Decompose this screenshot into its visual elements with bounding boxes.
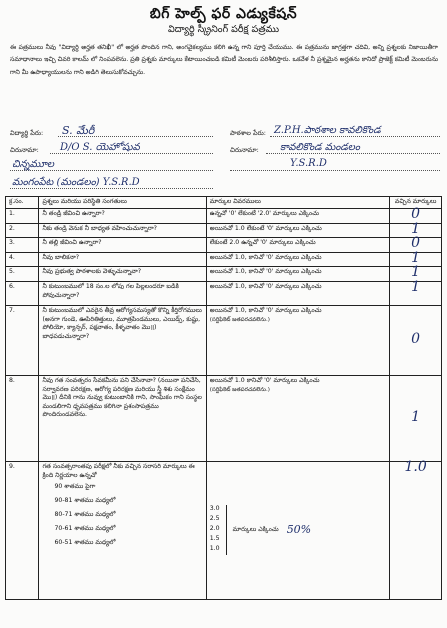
row-question: నీవు ప్రభుత్వ పాఠశాలకు వెళ్ళుచున్నావా? [39, 267, 206, 282]
row-no: 2. [6, 223, 39, 238]
table-row [6, 223, 442, 238]
row-no: 9. [6, 461, 39, 599]
row-question: నీకు తండ్రి వెనుక నీ బాధ్యత వహించుచున్నారా? [39, 223, 206, 238]
row-no: 6. [6, 281, 39, 305]
range-item: 90-81 శాతము మధ్యలో [54, 497, 116, 505]
table-row [6, 375, 442, 461]
address-label: చిరునామా: [10, 146, 39, 154]
range-item: 70-61 శాతము మధ్యలో [54, 525, 116, 533]
row-question: నీ తల్లి జీవించి ఉన్నారా? [39, 238, 206, 253]
school-name-label: పాఠశాల పేరు: [230, 129, 266, 137]
row-marks-rule: అయినచో 1.0 కానిచో '0' మార్కులు ఎక్కించు [209, 376, 320, 384]
row-question: నీ కుటుంబములో ఎవరైన తీవ్ర ఆరోగ్యసమస్యతో కొన్ని కీర్తిరోగములు (అనగా గుండె, ఊపిరితిత్తులు, మూత్రపిండములు, ఎయిడ్స్, కుష్టు, పోలియో, క్యాన్సర్, పక్షవాతం, కీళ్ళవాతం మొ॥) బాధపడుచున్నారా? [39, 305, 206, 375]
school-village-value: కావలికొండ మండలం [280, 142, 360, 153]
father-value: D/O S. యెహోషువ [60, 142, 140, 153]
screening-table [5, 196, 442, 600]
address-line2-value: మంగంపేట (మండలం) Y.S.R.D [12, 177, 140, 188]
table-row [6, 238, 442, 253]
row-note: (సర్టిఫికెట్ జతపరచవలెను.) [209, 386, 270, 393]
table-row [6, 209, 442, 224]
row-note: (సర్టిఫికెట్ జతపరచవలెను.) [209, 316, 270, 323]
range-item: 80-71 శాతము మధ్యలో [54, 511, 116, 519]
grade-item: 1.5 [209, 535, 220, 543]
row-question: నీ కుటుంబములో 18 సం.ల లోపు గల పిల్లలందరూ బడికి పోవుచున్నారా? [39, 281, 206, 305]
table-row [6, 267, 442, 282]
row-marks-rule: అయినచో 1.0, కానిచో '0' మార్కులు ఎక్కించు [209, 306, 322, 314]
student-name-label: విద్యార్థి పేరు: [10, 129, 44, 137]
district-value: Y.S.R.D [290, 158, 327, 169]
row-no: 3. [6, 238, 39, 253]
row-no: 8. [6, 375, 39, 461]
row-marks-rule: అయినచో 1.0 లేకుంటే '0' మార్కులు ఎక్కించు [206, 223, 390, 238]
school-name-value: Z.P.H.పాఠశాల కావలికొండ [274, 125, 381, 136]
row-marks-rule: అయినచో 1.0, కానిచో '0' మార్కులు ఎక్కించు [206, 252, 390, 267]
range-item: 60-51 శాతము మధ్యలో [54, 539, 116, 547]
row-no: 5. [6, 267, 39, 282]
row-no: 1. [6, 209, 39, 224]
col-marks-details: మార్కుల వివరములు [206, 197, 390, 209]
row-score: 1 [411, 264, 421, 281]
row-marks-rule: లేకుంటే 2.0 ఉన్నచో '0' మార్కులు ఎక్కించు [206, 238, 390, 253]
row-score: 1 [411, 408, 421, 425]
percentage-ranges [42, 483, 202, 553]
row-score: 1 [411, 220, 421, 237]
form-title: బిగ్ హెల్ప్ ఫర్ ఎడ్యుకేషన్ [149, 6, 298, 22]
range-item: 90 శాతము పైగా [54, 483, 96, 491]
row-question: గత సంవత్సరాంతపు పరీక్షలో నీకు వచ్చిన సరాసరి మార్కులు ఈ క్రింది నిర్ణయాల ఉన్నచో [42, 462, 195, 479]
grade-item: 1.0 [209, 545, 220, 553]
col-marks-obtained: వచ్చిన మార్కులు [390, 197, 442, 209]
col-questions: ప్రశ్నలు మరియు పరిస్థితి సంగతులు [39, 197, 206, 209]
student-name-value: S. మేరీ [62, 124, 95, 137]
row-score: 1 [411, 249, 421, 266]
col-no: క్ర.సం. [6, 197, 39, 209]
percentage-value: 50% [286, 523, 312, 537]
row-score: 1 [411, 278, 421, 295]
row-marks-rule: అయినచో 1.0, కానిచో '0' మార్కులు ఎక్కించు [206, 267, 390, 282]
table-header [6, 197, 442, 209]
row-marks-rule: ఉన్నచో '0' లేకుంటే '2.0' మార్కులు ఎక్కించు [206, 209, 390, 224]
instructions-text: ఈ పత్రములు నీవు "విద్యార్థి అర్హత తనిఖీ" లో అర్హత పొందిన గాని, అంగవైకల్యము కలిగి ఉన్న గాని పూర్తి చేయుము. ఈ పత్రమును జాగ్రత్తగా చదివి, అన్ని ప్రశ్నలకు నిజాయితీగా సమాధానాలు ఇచ్చి చివరి కాలమ్ లో నింపవలెను. ప్రతి ప్రశ్నకు మార్కులు కేటాయించబడి కమిటీ మెంబరు పరిశీలిస్తారు. ఒకవేళ నీ ప్రశ్నమైన అర్హతను కానిదో ప్రాజెక్ట్ కమిటీ మెంబరును గాని మీ ఉపాధ్యాయులను గాని అడిగి తెలుసుకోవచ్చును. [10, 44, 438, 76]
address-line1-value: చిన్నమూల [12, 159, 54, 170]
row-no: 4. [6, 252, 39, 267]
row-question: నీవు గత సంవత్సరం సేవకమీను పని చేసినావా? (నయినా పనిచేసి, సర్వావరణ పరిరక్షణ, ఆరోగ్య పరిరక్షణ మరియు స్త్రీ శిశు సంక్షేమం మొ॥) దీనికి గాను నువ్వు కుటుంబానికి గాని, సాంఘికం గాని సంస్థల మండలిగాని ధృవపత్రము కలిగినా ప్రశంసాపత్రము పొందిరుండవలెను. [39, 375, 206, 461]
grade-item: 2.5 [209, 515, 220, 523]
row-question: నీ తండ్రి జీవించి ఉన్నారా? [39, 209, 206, 224]
grade-list [210, 505, 227, 555]
form-subtitle: విద్యార్థి స్క్రీనింగ్ పరీక్ష పత్రము [167, 24, 280, 35]
grade-item: 3.0 [209, 505, 220, 513]
row-marks-rule: అయినచో 1.0, కానిచో '0' మార్కులు ఎక్కించు [206, 281, 390, 305]
row-score: 1.0 [404, 458, 427, 475]
table-row [6, 281, 442, 305]
row-score: 0 [411, 330, 421, 347]
row-score: 0 [411, 206, 421, 222]
row-marks-rule: మార్కులు ఎక్కించు [232, 526, 279, 534]
school-address-label: చిరునామా: [230, 146, 259, 154]
row-no: 7. [6, 305, 39, 375]
row-question: నీవు బాలికనా? [39, 252, 206, 267]
row-score: 0 [411, 235, 421, 252]
grade-item: 2.0 [209, 525, 220, 533]
table-row [6, 305, 442, 375]
table-row [6, 461, 442, 599]
table-row [6, 252, 442, 267]
